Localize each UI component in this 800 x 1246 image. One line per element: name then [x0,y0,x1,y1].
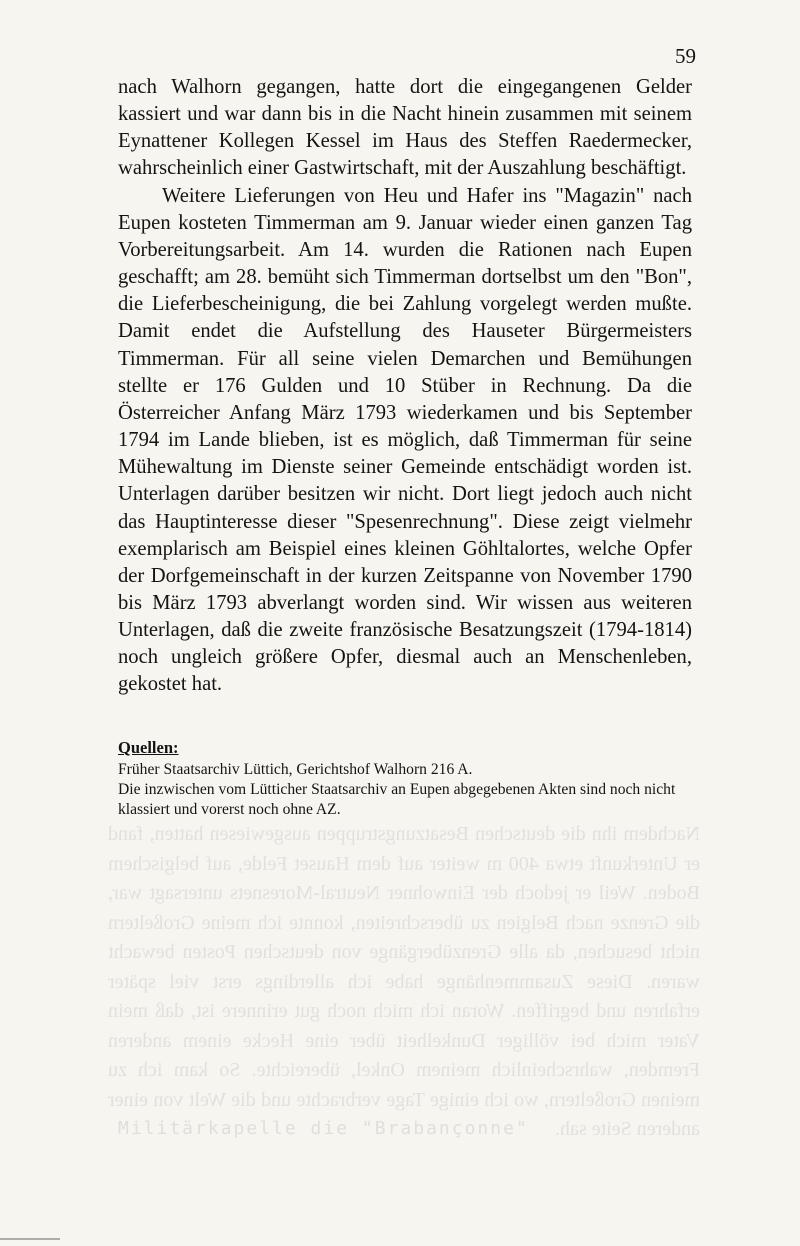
reverse-page-show-through-line: Militärkapelle die "Brabançonne" [118,1118,529,1139]
paragraph-1: nach Walhorn gegangen, hatte dort die eingegangenen Gelder kassiert und war dann bis in die Nacht hinein zusammen mit seinem Eynattener Kollegen Kessel im Haus des Steffen Raedermecker, wahrscheinlich einer Gastwirtschaft, mit der Auszahlung beschäftigt. [118,76,692,180]
source-line-1: Früher Staatsarchiv Lüttich, Gerichtshof Walhorn 216 A. [118,761,473,778]
page-edge-mark [0,1238,60,1240]
paragraph-2: Weitere Lieferungen von Heu und Hafer ins "Magazin" nach Eupen kosteten Timmerman am 9. Januar wieder einen ganzen Tag Vorbereitungsarbeit. Am 14. wurden die Rationen nach Eupen geschafft; am 28. bemüht sich Timmerman dortselbst um den "Bon", die Lieferbescheinigung, die bei Zahlung vorgelegt werden mußte. Damit endet die Aufstellung des Hauseter Bürgermeisters Timmerman. Für all seine vielen Demarchen und Bemühungen stellte er 176 Gulden und 10 Stüber in Rechnung. Da die Österreicher Anfang März 1793 wiederkamen und bis September 1794 im Lande blieben, ist es möglich, daß Timmerman für seine Mühewaltung im Dienste seiner Gemeinde entschädigt worden ist. Unterlagen darüber besitzen wir nicht. Dort liegt jedoch auch nicht das Hauptinteresse dieser "Spesenrechnung". Diese zeigt vielmehr exemplarisch am Beispiel eines kleinen Göhltalortes, welche Opfer der Dorfgemeinschaft in der kurzen Zeitspanne von November 1790 bis März 1793 abverlangt worden sind. Wir wissen aus weiteren Unterlagen, daß die zweite französische Besatzungszeit (1794-1814) noch ungleich größere Opfer, diesmal auch an Menschenleben, gekostet hat. [118,184,692,696]
reverse-page-show-through: Nachdem ihn die deutschen Besatzungstruppen ausgewiesen hatten, fand er Unterkunft etwa 400 m weiter auf dem Hauset Felde, auf belgischem Boden. Weil er jedoch der Einwohner Neutral-Moresnets untersagt war, die Grenze nach Belgien zu überschreiten, konnte ich meine Großeltern nicht besuchen, da alle Grenzübergänge von deutschen Posten bewacht waren. Diese Zusammenhänge habe ich allerdings erst viel später erfahren und begriffen. Woran ich mich noch gut erinnere ist, daß mein Vater mich bei völliger Dunkelheit über eine Hecke einem anderen Fremden, wahrscheinlich meinem Onkel, übereichte. So kam ich zu meinen Großeltern, wo ich einige Tage verbrachte und die Welt von einer anderen Seite sah. [108,823,700,1140]
sources-section [118,738,692,820]
page-number: 59 [675,44,696,68]
source-line-2: Die inzwischen vom Lütticher Staatsarchiv an Eupen abgegebenen Akten sind noch nicht klassiert und vorerst noch ohne AZ. [118,781,676,818]
sources-heading: Quellen: [118,738,179,757]
main-text [118,74,692,699]
